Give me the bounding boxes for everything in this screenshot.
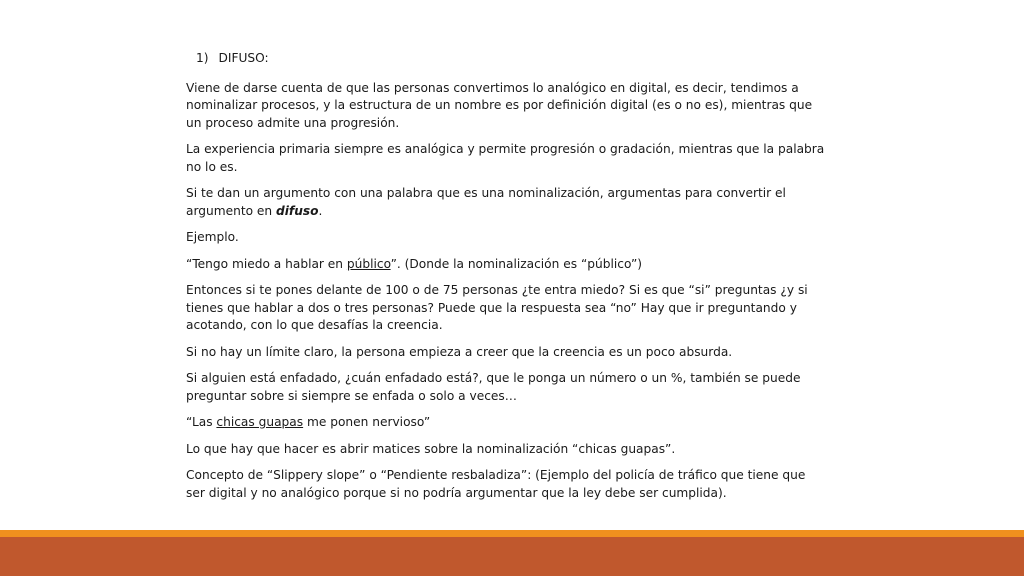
- paragraph-questions: Entonces si te pones delante de 100 o de 75 personas ¿te entra miedo? Si es que “si” preguntas ¿y si tienes que hablar a dos o tres personas? Puede que la respuesta sea “no” Hay que ir preguntando y acotando, con lo que desafías la creencia.: [186, 283, 808, 332]
- quote-chicas-start: “Las: [186, 415, 217, 429]
- footer-band: [0, 537, 1024, 576]
- paragraph-analog-experience: La experiencia primaria siempre es analógica y permite progresión o gradación, mientras que la palabra no lo es.: [186, 142, 825, 174]
- quote-end: ”. (Donde la nominalización es “público”): [390, 256, 643, 271]
- paragraph-example-label: Ejemplo.: [186, 230, 239, 244]
- underlined-publico: público: [346, 256, 391, 271]
- argument-end: .: [318, 203, 323, 218]
- footer-accent-stripe: [0, 530, 1024, 537]
- paragraph-definition: Viene de darse cuenta de que las personas convertimos lo analógico en digital, es decir, tendimos a nominalizar procesos, y la estructura de un nombre es por definición digital (es o no es), mientras que un proceso admite una progresión.: [186, 80, 813, 130]
- argument-text: Si te dan un argumento con una palabra que es una nominalización, argumentas para convertir el argumento en: [186, 186, 786, 218]
- paragraph-quote-chicas: [186, 414, 826, 432]
- paragraph-argument: [186, 185, 826, 220]
- paragraph-angry: Si alguien está enfadado, ¿cuán enfadado está?, que le ponga un número o un %, también se puede preguntar sobre si siempre se enfada o solo a veces…: [186, 371, 801, 403]
- section-heading: [196, 50, 826, 68]
- slide-content: [186, 50, 826, 511]
- heading-title: DIFUSO:: [218, 51, 269, 65]
- paragraph-slippery-slope: Concepto de “Slippery slope” o “Pendiente resbaladiza”: (Ejemplo del policía de tráfico que tiene que ser digital y no analógico porque si no podría argumentar que la ley debe ser cumplida).: [186, 468, 806, 500]
- paragraph-limit: Si no hay un límite claro, la persona empieza a creer que la creencia es un poco absurda.: [186, 344, 733, 359]
- quote-chicas-end: me ponen nervioso”: [303, 415, 431, 429]
- paragraph-quote-publico: [186, 256, 826, 274]
- difuso-emphasis: difuso: [276, 203, 319, 218]
- underlined-chicas-guapas: chicas guapas: [216, 415, 304, 429]
- paragraph-nuances: Lo que hay que hacer es abrir matices sobre la nominalización “chicas guapas”.: [186, 441, 676, 456]
- quote-start: “Tengo miedo a hablar en: [186, 256, 347, 271]
- heading-number: 1): [196, 51, 209, 65]
